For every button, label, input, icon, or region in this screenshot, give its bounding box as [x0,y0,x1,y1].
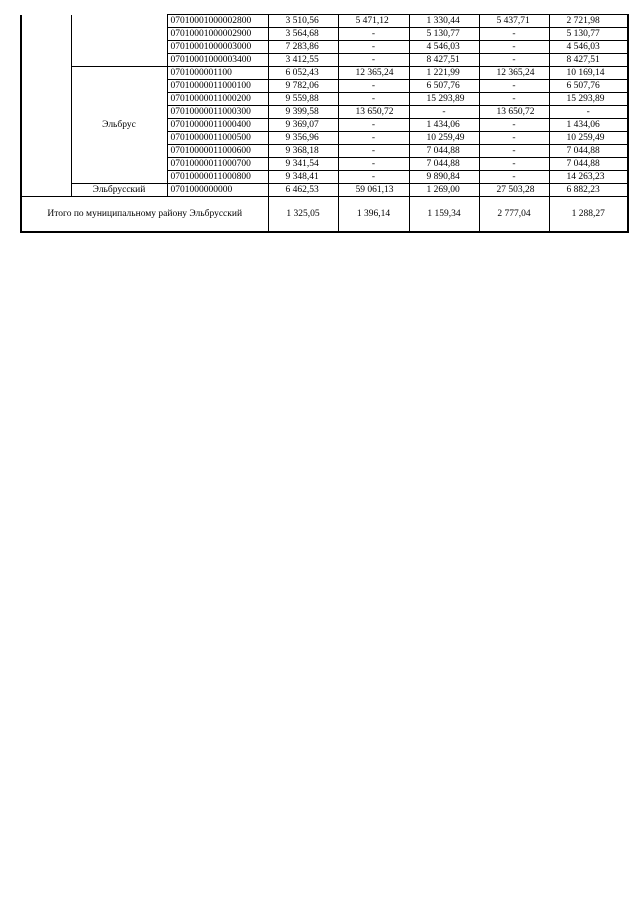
value-cell: 7 044,88 [409,158,479,171]
code-cell: 07010000011000800 [167,171,268,184]
value-cell: 7 044,88 [409,145,479,158]
code-cell: 0701000000000 [167,184,268,197]
value-cell: - [479,80,549,93]
value-cell: 9 399,58 [268,106,338,119]
table-row [21,67,628,80]
total-label: Итого по муниципальному району Эльбрусский [21,197,268,233]
value-cell: 1 288,27 [549,197,628,233]
value-cell: 10 259,49 [409,132,479,145]
value-cell: - [479,54,549,67]
value-cell: 9 782,06 [268,80,338,93]
value-cell: - [479,93,549,106]
code-cell: 07010001000002800 [167,15,268,28]
value-cell: - [338,54,409,67]
value-cell: 15 293,89 [549,93,628,106]
value-cell: - [338,132,409,145]
value-cell: - [338,119,409,132]
value-cell: - [338,41,409,54]
value-cell: - [409,106,479,119]
value-cell: - [338,145,409,158]
district-cell [21,15,71,197]
value-cell: 12 365,24 [479,67,549,80]
value-cell: 6 462,53 [268,184,338,197]
value-cell: - [338,171,409,184]
value-cell: 1 330,44 [409,15,479,28]
value-cell: - [479,28,549,41]
code-cell: 0701000001100 [167,67,268,80]
value-cell: - [338,158,409,171]
code-cell: 07010000011000700 [167,158,268,171]
value-cell: 2 777,04 [479,197,549,233]
value-cell: 5 130,77 [549,28,628,41]
code-cell: 07010000011000300 [167,106,268,119]
value-cell: 7 044,88 [549,145,628,158]
value-cell: 1 434,06 [549,119,628,132]
code-cell: 07010000011000500 [167,132,268,145]
value-cell: 9 356,96 [268,132,338,145]
code-cell: 07010000011000100 [167,80,268,93]
value-cell: 9 368,18 [268,145,338,158]
value-cell: 6 507,76 [409,80,479,93]
value-cell: 4 546,03 [549,41,628,54]
value-cell: 10 259,49 [549,132,628,145]
value-cell: 5 130,77 [409,28,479,41]
code-cell: 07010000011000400 [167,119,268,132]
value-cell: 3 510,56 [268,15,338,28]
value-cell: 1 434,06 [409,119,479,132]
value-cell: 4 546,03 [409,41,479,54]
value-cell: - [338,80,409,93]
value-cell: 13 650,72 [338,106,409,119]
value-cell: 3 412,55 [268,54,338,67]
value-cell: - [479,132,549,145]
value-cell: 1 269,00 [409,184,479,197]
code-cell: 07010001000003000 [167,41,268,54]
table-row [21,15,628,28]
value-cell: 8 427,51 [549,54,628,67]
value-cell: - [338,93,409,106]
value-cell: 1 396,14 [338,197,409,233]
value-cell: 6 882,23 [549,184,628,197]
value-cell: 10 169,14 [549,67,628,80]
settlement-cell [71,15,167,67]
value-cell: 59 061,13 [338,184,409,197]
value-cell: 7 283,86 [268,41,338,54]
value-cell: - [479,145,549,158]
value-cell: 14 263,23 [549,171,628,184]
value-cell: 7 044,88 [549,158,628,171]
value-cell: 9 559,88 [268,93,338,106]
value-cell: 12 365,24 [338,67,409,80]
value-cell: 27 503,28 [479,184,549,197]
value-cell: 1 325,05 [268,197,338,233]
value-cell: - [479,119,549,132]
table-body [21,15,628,233]
value-cell: - [549,106,628,119]
code-cell: 07010000011000600 [167,145,268,158]
value-cell: - [479,41,549,54]
data-table [20,14,629,233]
settlement-name: Эльбрусский [71,184,167,197]
code-cell: 07010001000003400 [167,54,268,67]
code-cell: 07010001000002900 [167,28,268,41]
value-cell: 6 507,76 [549,80,628,93]
value-cell: 5 471,12 [338,15,409,28]
value-cell: 9 341,54 [268,158,338,171]
value-cell: - [479,171,549,184]
value-cell: 15 293,89 [409,93,479,106]
value-cell: 9 369,07 [268,119,338,132]
value-cell: 9 348,41 [268,171,338,184]
value-cell: 13 650,72 [479,106,549,119]
settlement-name: Эльбрус [71,67,167,184]
total-row [21,197,628,233]
value-cell: 5 437,71 [479,15,549,28]
value-cell: 2 721,98 [549,15,628,28]
code-cell: 07010000011000200 [167,93,268,106]
value-cell: - [338,28,409,41]
table-row [21,184,628,197]
value-cell: 3 564,68 [268,28,338,41]
value-cell: 1 159,34 [409,197,479,233]
value-cell: 1 221,99 [409,67,479,80]
value-cell: 6 052,43 [268,67,338,80]
value-cell: 8 427,51 [409,54,479,67]
value-cell: - [479,158,549,171]
value-cell: 9 890,84 [409,171,479,184]
